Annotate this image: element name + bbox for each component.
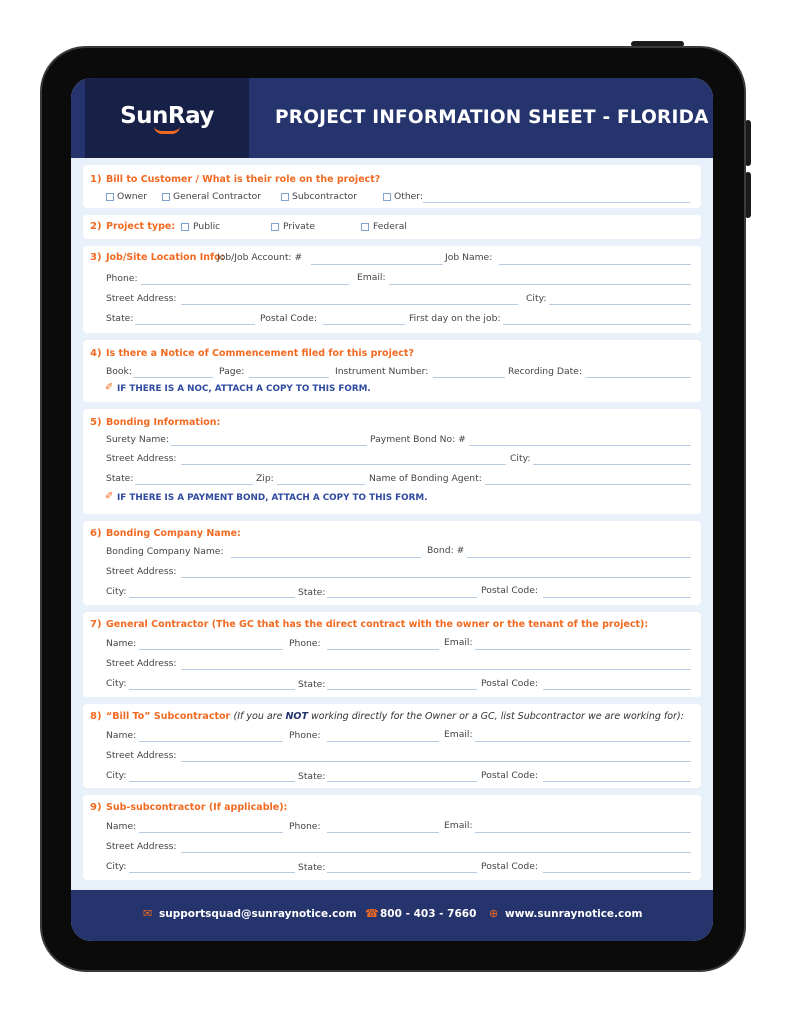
state-label: State:	[106, 313, 134, 324]
city-field[interactable]	[129, 597, 295, 598]
federal-checkbox[interactable]	[361, 223, 369, 231]
state-field[interactable]	[327, 872, 477, 873]
state-label: State:	[106, 473, 134, 484]
section-number: 4)	[90, 348, 102, 359]
postal-code-label: Postal Code:	[481, 861, 538, 872]
public-label: Public	[193, 221, 221, 232]
section-title: Bill to Customer / What is their role on the project?	[106, 174, 381, 185]
surety-name-label: Surety Name:	[106, 434, 170, 445]
section-notice-of-commencement	[83, 340, 701, 402]
instruction-suffix: working directly for the Owner or a GC, list Subcontractor we are working for):	[308, 711, 684, 722]
recording-date-label: Recording Date:	[508, 366, 582, 377]
zip-field[interactable]	[277, 484, 365, 485]
name-field[interactable]	[139, 649, 283, 650]
section-title: Bonding Company Name:	[106, 528, 241, 539]
name-label: Name:	[106, 730, 137, 741]
city-label: City:	[526, 293, 547, 304]
section-number: 5)	[90, 417, 102, 428]
federal-label: Federal	[373, 221, 407, 232]
private-label: Private	[283, 221, 316, 232]
general-contractor-checkbox[interactable]	[162, 193, 170, 201]
phone-field[interactable]	[327, 741, 439, 742]
section-bonding-information	[83, 409, 701, 514]
logo-text: SunRay	[120, 102, 214, 129]
name-label: Name:	[106, 638, 137, 649]
owner-label: Owner	[117, 191, 147, 202]
postal-code-field[interactable]	[543, 781, 691, 782]
page-label: Page:	[219, 366, 245, 377]
bond-number-label: Bond: #	[427, 545, 465, 556]
state-label: State:	[298, 771, 326, 782]
book-label: Book:	[106, 366, 132, 377]
section-title: Project type:	[106, 221, 176, 232]
public-checkbox[interactable]	[181, 223, 189, 231]
city-label: City:	[106, 861, 127, 872]
postal-code-field[interactable]	[543, 872, 691, 873]
section-bill-to-customer	[83, 165, 701, 208]
section-number: 6)	[90, 528, 102, 539]
city-field[interactable]	[533, 464, 691, 465]
postal-code-field[interactable]	[543, 597, 691, 598]
instruction-prefix: (If you are	[233, 711, 286, 722]
payment-bond-attach-note: IF THERE IS A PAYMENT BOND, ATTACH A COPY TO THIS FORM.	[117, 493, 428, 503]
city-field[interactable]	[129, 872, 295, 873]
state-field[interactable]	[327, 689, 477, 690]
postal-code-label: Postal Code:	[481, 585, 538, 596]
other-label: Other:	[394, 191, 424, 202]
city-field[interactable]	[129, 689, 295, 690]
street-address-field[interactable]	[181, 464, 506, 465]
footer-bar	[71, 890, 713, 941]
surety-name-field[interactable]	[171, 445, 367, 446]
section-number: 8)	[90, 711, 102, 722]
recording-date-field[interactable]	[586, 377, 691, 378]
street-address-label: Street Address:	[106, 566, 177, 577]
section-title: Bonding Information:	[106, 417, 221, 428]
email-field[interactable]	[475, 832, 691, 833]
logo-smile-icon	[154, 126, 180, 134]
postal-code-label: Postal Code:	[481, 678, 538, 689]
phone-label: Phone:	[289, 821, 321, 832]
header-bar	[71, 78, 713, 158]
phone-label: Phone:	[289, 638, 321, 649]
bond-number-field[interactable]	[467, 557, 691, 558]
email-label: Email:	[444, 729, 473, 740]
section-title: Is there a Notice of Commencement filed for this project?	[106, 348, 414, 359]
email-label: Email:	[444, 820, 473, 831]
paperclip-icon: ✐	[105, 382, 114, 393]
subcontractor-label: Subcontractor	[292, 191, 358, 202]
email-label: Email:	[444, 637, 473, 648]
bonding-company-field[interactable]	[231, 557, 421, 558]
emphasis-not: NOT	[285, 711, 308, 722]
street-address-label: Street Address:	[106, 453, 177, 464]
page-title: PROJECT INFORMATION SHEET - FLORIDA	[275, 107, 709, 128]
state-label: State:	[298, 587, 326, 598]
globe-icon: ⊕	[489, 907, 499, 920]
section-number: 9)	[90, 802, 102, 813]
other-checkbox[interactable]	[383, 193, 391, 201]
phone-field[interactable]	[141, 284, 349, 285]
phone-field[interactable]	[327, 832, 439, 833]
support-email-link[interactable]: supportsquad@sunraynotice.com	[159, 908, 357, 920]
state-field[interactable]	[327, 597, 477, 598]
state-field[interactable]	[135, 324, 255, 325]
section-title	[106, 711, 684, 722]
city-label: City:	[106, 586, 127, 597]
email-field[interactable]	[475, 741, 691, 742]
section-title: Job/Site Location Info:	[106, 252, 225, 263]
postal-code-field[interactable]	[323, 324, 405, 325]
email-field[interactable]	[389, 284, 691, 285]
street-address-label: Street Address:	[106, 658, 177, 669]
name-field[interactable]	[139, 832, 283, 833]
street-address-label: Street Address:	[106, 293, 177, 304]
state-label: State:	[298, 679, 326, 690]
section-title: General Contractor (The GC that has the direct contract with the owner or the tenant of the project):	[106, 619, 649, 630]
street-address-field[interactable]	[181, 669, 691, 670]
noc-attach-note: IF THERE IS A NOC, ATTACH A COPY TO THIS FORM.	[117, 384, 371, 394]
section-number: 1)	[90, 174, 102, 185]
street-address-field[interactable]	[181, 761, 691, 762]
city-field[interactable]	[549, 304, 691, 305]
job-account-field[interactable]	[311, 264, 443, 265]
other-field[interactable]	[423, 202, 690, 203]
email-label: Email:	[357, 272, 386, 283]
logo	[85, 78, 249, 158]
section-sub-subcontractor	[83, 795, 701, 880]
form-screen	[71, 78, 713, 941]
city-field[interactable]	[129, 781, 295, 782]
section-job-site-location	[83, 246, 701, 333]
job-name-label: Job Name:	[445, 252, 493, 263]
bonding-company-label: Bonding Company Name:	[106, 546, 224, 557]
book-field[interactable]	[133, 377, 213, 378]
street-address-label: Street Address:	[106, 750, 177, 761]
phone-label: Phone:	[289, 730, 321, 741]
first-day-field[interactable]	[503, 324, 691, 325]
postal-code-label: Postal Code:	[481, 770, 538, 781]
city-label: City:	[106, 678, 127, 689]
phone-icon: ☎	[365, 907, 379, 920]
bonding-agent-field[interactable]	[485, 484, 691, 485]
name-label: Name:	[106, 821, 137, 832]
envelope-icon: ✉	[143, 907, 153, 920]
state-field[interactable]	[327, 781, 477, 782]
section-bonding-company	[83, 521, 701, 605]
general-contractor-label: General Contractor	[173, 191, 262, 202]
street-address-field[interactable]	[181, 852, 691, 853]
city-label: City:	[106, 770, 127, 781]
phone-field[interactable]	[327, 649, 439, 650]
postal-code-field[interactable]	[543, 689, 691, 690]
instrument-number-field[interactable]	[433, 377, 505, 378]
name-field[interactable]	[139, 741, 283, 742]
state-label: State:	[298, 862, 326, 873]
street-address-label: Street Address:	[106, 841, 177, 852]
city-label: City:	[510, 453, 531, 464]
page-field[interactable]	[249, 377, 329, 378]
subcontractor-checkbox[interactable]	[281, 193, 289, 201]
phone-label: Phone:	[106, 273, 138, 284]
bill-to-subcontractor-title: “Bill To” Subcontractor	[106, 711, 231, 722]
street-address-field[interactable]	[181, 577, 691, 578]
postal-code-label: Postal Code:	[260, 313, 317, 324]
first-day-label: First day on the job:	[409, 313, 501, 324]
section-project-type	[83, 215, 701, 239]
state-field[interactable]	[135, 484, 253, 485]
support-phone-link[interactable]: 800 - 403 - 7660	[380, 908, 477, 920]
payment-bond-label: Payment Bond No: #	[370, 434, 466, 445]
bonding-agent-label: Name of Bonding Agent:	[369, 473, 482, 484]
owner-checkbox[interactable]	[106, 193, 114, 201]
payment-bond-field[interactable]	[469, 445, 691, 446]
section-bill-to-subcontractor	[83, 704, 701, 788]
website-link[interactable]: www.sunraynotice.com	[505, 908, 643, 920]
job-account-label: Job/Job Account: #	[217, 252, 303, 263]
zip-label: Zip:	[256, 473, 274, 484]
section-number: 7)	[90, 619, 102, 630]
paperclip-icon: ✐	[105, 491, 114, 502]
section-number: 3)	[90, 252, 102, 263]
private-checkbox[interactable]	[271, 223, 279, 231]
email-field[interactable]	[475, 649, 691, 650]
section-number: 2)	[90, 221, 102, 232]
street-address-field[interactable]	[181, 304, 518, 305]
section-general-contractor	[83, 612, 701, 697]
instrument-number-label: Instrument Number:	[335, 366, 429, 377]
job-name-field[interactable]	[499, 264, 691, 265]
section-title: Sub-subcontractor (If applicable):	[106, 802, 288, 813]
